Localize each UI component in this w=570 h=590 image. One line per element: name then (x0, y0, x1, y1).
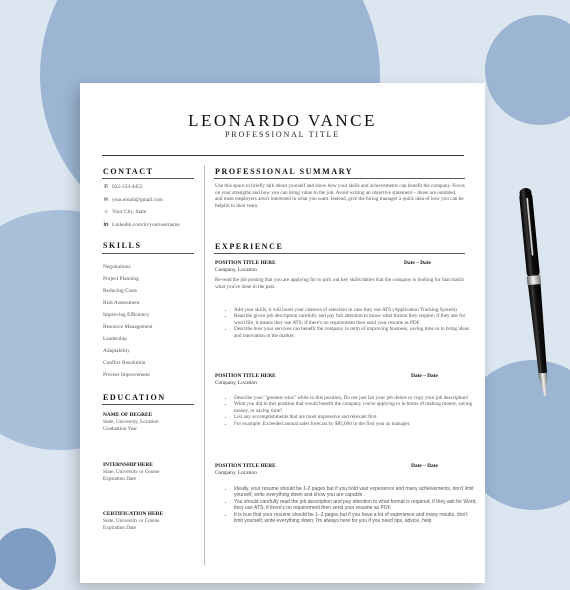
education-line: Expiration Date (103, 525, 136, 531)
job-title: POSITION TITLE HERE (215, 373, 276, 379)
bullet-item: • List any accomplishments that are most impressive and relevant first. (234, 414, 477, 420)
bullet-item: • It is true that your resume should be 1–2 pages but if you have a lot of experience and many results, don't limit yourself; write everything down; I'm always here for you if you need tips, advice, help (234, 512, 477, 525)
job-date: Date – Date (411, 373, 438, 379)
education-title: NAME OF DEGREE (103, 412, 153, 418)
job-date: Date – Date (411, 463, 438, 469)
job-company: Company, Location (215, 470, 257, 476)
contact-heading: CONTACT (103, 167, 154, 176)
skill-item: Negotiations (103, 264, 131, 270)
education-heading: EDUCATION (103, 393, 166, 402)
phone-icon: ✆ (103, 184, 109, 190)
envelope-icon: ✉ (103, 197, 109, 203)
location-text: Your City, State (112, 209, 147, 215)
bullet-item: • Ideally, your resume should be 1-2 pages but if you hold vast experience and many achievements, don't limit yourself; write everything down and show you are capable. (234, 486, 477, 499)
skill-item: Adaptability (103, 348, 130, 354)
summary-text: Use this space to briefly talk about yourself and show how your skills and achievements can benefit the company. Focus on your strengths and how you can bring value to the job. Avoid writing an objective statement – those are outdated, and most employers aren't interested in what you want. Instead, give the hiring manager a quick idea of how you can be helpful to their team. (215, 183, 465, 209)
education-line: State, University or Course (103, 518, 160, 524)
job-title: POSITION TITLE HERE (215, 260, 276, 266)
job-title: POSITION TITLE HERE (215, 463, 276, 469)
education-title: INTERNSHIP HERE (103, 462, 153, 468)
skill-item: Reducing Costs (103, 288, 137, 294)
skill-item: Resource Management (103, 324, 153, 330)
bullet-item: • For example: Exceeded annual sales forecast by $85,000 in the first year as manager. (234, 421, 477, 427)
skills-heading: SKILLS (103, 241, 142, 250)
email-text: your.email@gmail.com (112, 197, 163, 203)
bullet-item: • Add your skills, it will boast your chances of selection in case they use ATS (Application Tracking System) (234, 307, 477, 313)
summary-heading: PROFESSIONAL SUMMARY (215, 167, 354, 176)
bullet-item: • Describe how your services can benefit the company in term of improving business, saving time or to bring ideas and innovation in the market. (234, 326, 477, 339)
linkedin-text: Linkedin.com/in/yourusername (112, 222, 180, 228)
bullet-item: • Describe your "greatest wins" while in this position, Do not just list your job duties or copy your job description! (234, 395, 477, 401)
education-line: Graduation Year (103, 426, 137, 432)
skill-item: Improving Efficiency (103, 312, 150, 318)
education-line: Expiration Date (103, 476, 136, 482)
phone-text: 022-333-4455 (112, 184, 143, 190)
bullet-item: • Read the given job description carefully and pay full attention to know what format they require; if they ask for word file, it means they use ATS; if there's no requirement then send your resume as PDF. (234, 313, 477, 326)
job-company: Company, Location (215, 380, 257, 386)
bullet-item: • You should carefully read the job description and pay attention to what format is required, if they ask for Word, they use ATS; if there's no requirement then send your resume as PDF. (234, 499, 477, 512)
home-icon: ⌂ (104, 209, 108, 215)
experience-heading: EXPERIENCE (215, 242, 284, 251)
job-intro: Re-read the job posting that you are applying for to pick out key skills/duties that the company is looking for that match what you've done in the past. (215, 277, 464, 290)
job-company: Company, Location (215, 267, 257, 273)
education-line: State, University or Course (103, 469, 160, 475)
skill-item: Project Planning (103, 276, 139, 282)
candidate-name: LEONARDO VANCE (188, 111, 377, 130)
education-title: CERTIFICATION HERE (103, 511, 164, 517)
skill-item: Leadership (103, 336, 127, 342)
skill-item: Conflict Resolution (103, 360, 146, 366)
professional-title: PROFESSIONAL TITLE (225, 130, 340, 139)
bullet-item: • What you did in this position that would benefit the company you're applying to in terms of making money, saving money, or saving time? (234, 401, 477, 414)
skill-item: Process Improvement (103, 372, 150, 378)
skill-item: Risk Assessment (103, 300, 140, 306)
job-date: Date – Date (404, 260, 431, 266)
linkedin-icon: in (103, 222, 109, 228)
education-line: State, University, Location (103, 419, 159, 425)
